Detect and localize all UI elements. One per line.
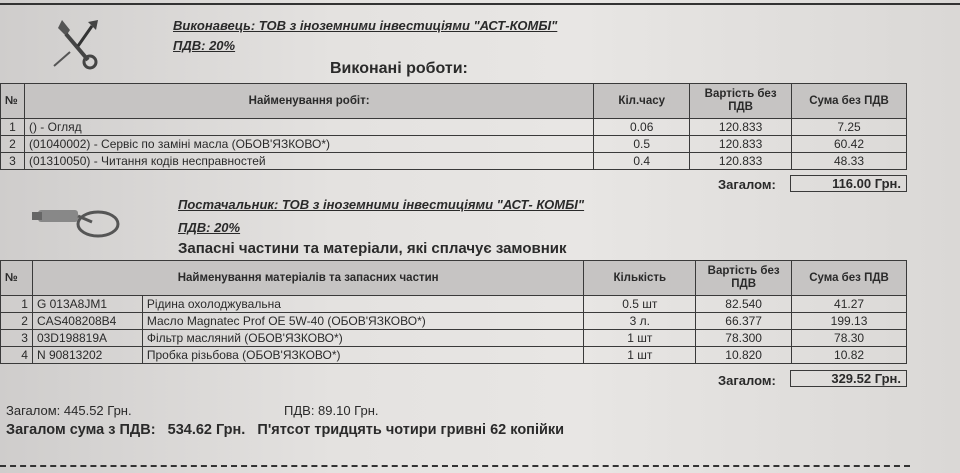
- table-row: 2 CAS408208B4 Масло Magnatec Prof OE 5W-40 (ОБОВ'ЯЗКОВО*) 3 л. 66.377 199.13: [1, 313, 907, 330]
- table-row: 2 (01040002) - Сервіс по заміні масла (ОБОВ'ЯЗКОВО*) 0.5 120.833 60.42: [1, 136, 907, 153]
- col-quantity: Кількість: [584, 261, 696, 296]
- spark-plug-icon: [28, 196, 120, 242]
- summary-vat: ПДВ: 89.10 Грн.: [284, 403, 379, 418]
- table-row: 1 G 013A8JM1 Рідина охолоджувальна 0.5 шт 82.540 41.27: [1, 296, 907, 313]
- table-row: 4 N 90813202 Пробка різьбова (ОБОВ'ЯЗКОВО*) 1 шт 10.820 10.82: [1, 347, 907, 364]
- summary-total: Загалом: 445.52 Грн.: [6, 403, 132, 418]
- col-sum: Сума без ПДВ: [792, 261, 907, 296]
- col-price: Вартість без ПДВ: [696, 261, 792, 296]
- col-price: Вартість без ПДВ: [690, 84, 792, 119]
- col-no: №: [1, 84, 25, 119]
- col-work-name: Найменування робіт:: [24, 84, 593, 119]
- works-table: [0, 83, 907, 170]
- parts-total-label: Загалом:: [718, 373, 776, 388]
- col-no: №: [1, 261, 33, 296]
- col-part-name: Найменування матеріалів та запасних частин: [32, 261, 583, 296]
- works-total-label: Загалом:: [718, 177, 776, 192]
- bottom-divider: [0, 465, 910, 467]
- parts-total-value: 329.52 Грн.: [790, 370, 907, 387]
- works-title: Виконані роботи:: [330, 60, 468, 77]
- grand-total: Загалом сума з ПДВ: 534.62 Грн. П'ятсот тридцять чотири гривні 62 копійки: [6, 422, 565, 438]
- parts-vat: ПДВ: 20%: [178, 220, 241, 235]
- parts-table: [0, 260, 907, 364]
- wrench-icon: [48, 16, 108, 74]
- table-row: 3 03D198819A Фільтр масляний (ОБОВ'ЯЗКОВО*) 1 шт 78.300 78.30: [1, 330, 907, 347]
- table-row: 3 (01310050) - Читання кодів несправностей 0.4 120.833 48.33: [1, 153, 907, 170]
- works-vat: ПДВ: 20%: [173, 38, 236, 53]
- table-row: 1 () - Огляд 0.06 120.833 7.25: [1, 119, 907, 136]
- col-hours: Кіл.часу: [594, 84, 690, 119]
- works-total-value: 116.00 Грн.: [790, 175, 907, 192]
- executor-line: Виконавець: ТОВ з іноземними інвестиціями "АСТ-КОМБІ": [173, 18, 558, 33]
- parts-title: Запасні частини та матеріали, які сплачує замовник: [178, 240, 567, 257]
- top-divider: [0, 3, 960, 5]
- col-sum: Сума без ПДВ: [792, 84, 907, 119]
- supplier-line: Постачальник: ТОВ з іноземними інвестиціями "АСТ- КОМБІ": [178, 197, 585, 212]
